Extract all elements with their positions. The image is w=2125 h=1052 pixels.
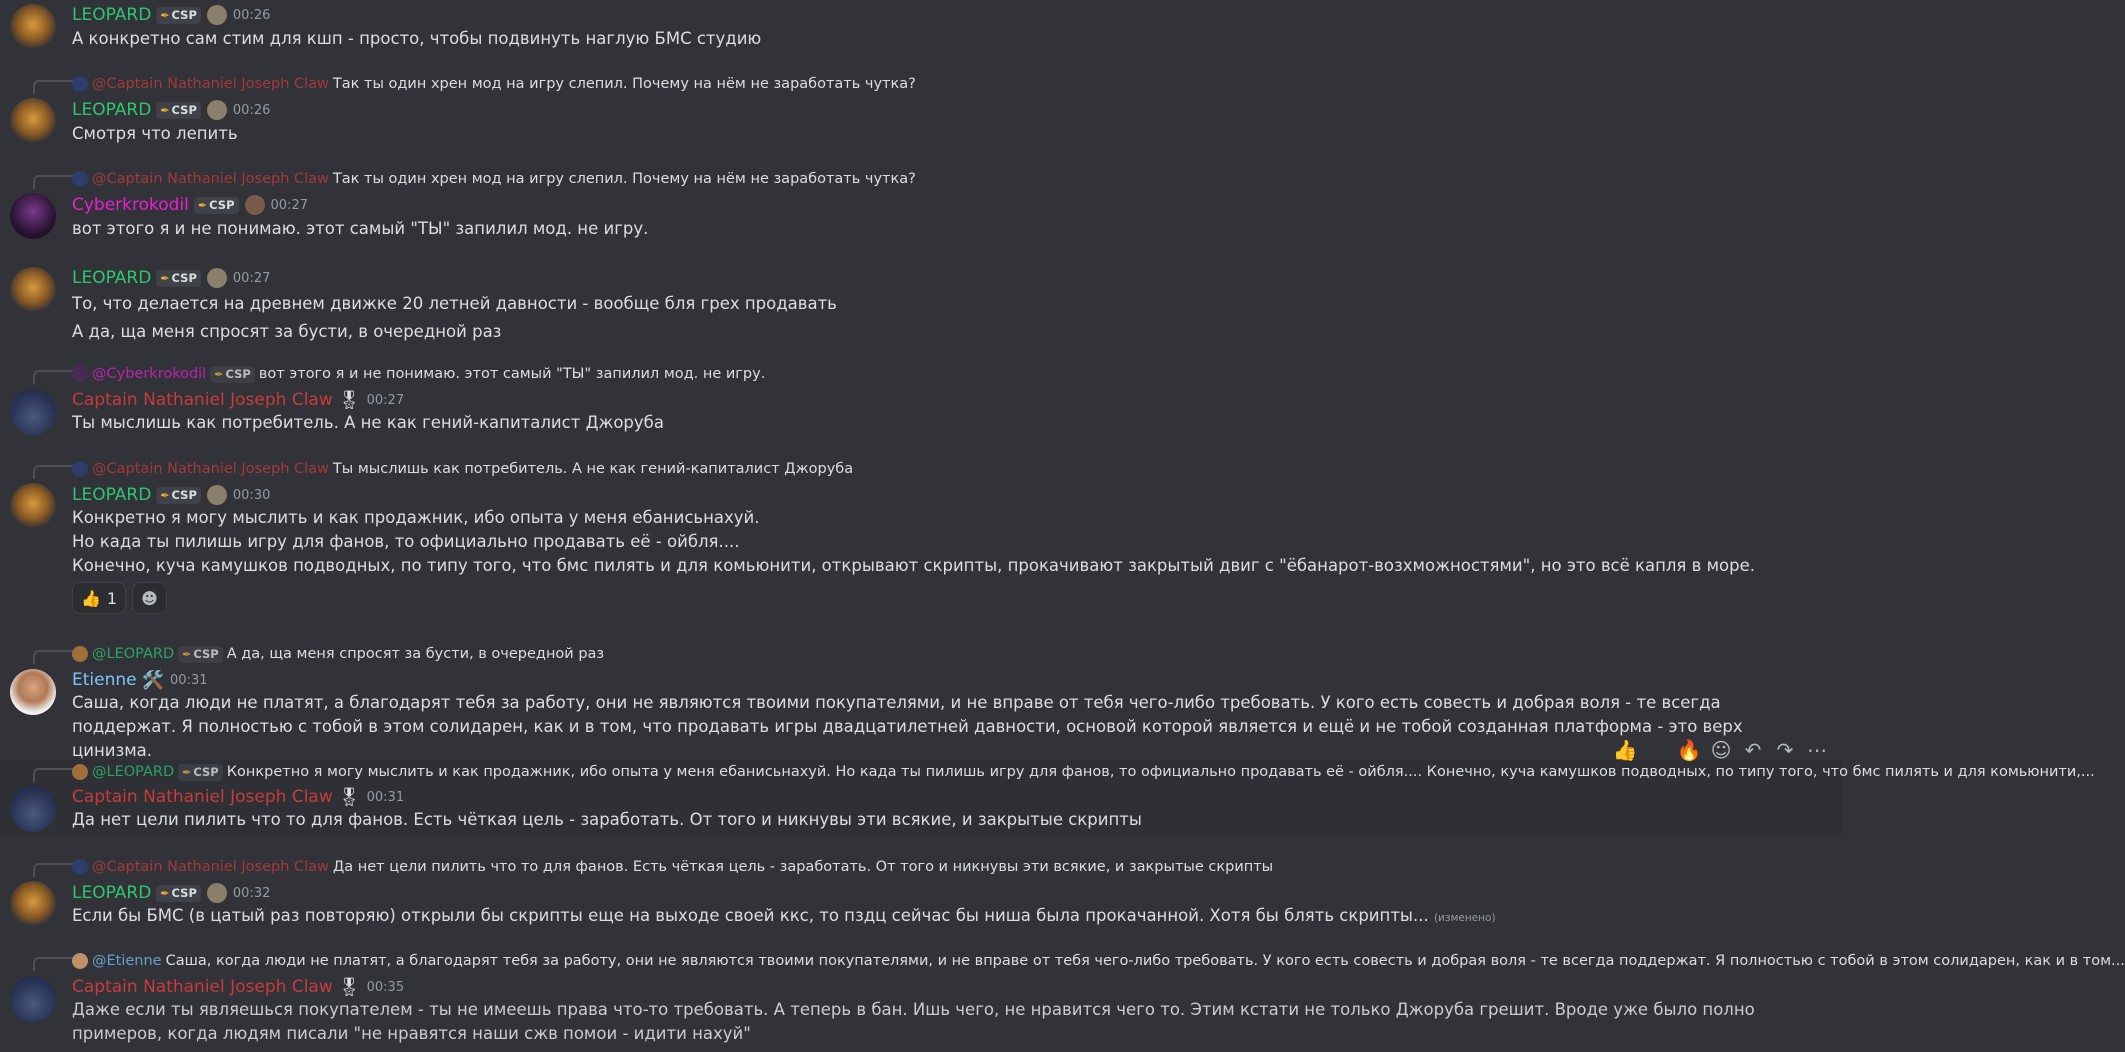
- message-text: Ты мыслишь как потребитель. А не как гений-капиталист Джоруба: [72, 413, 664, 432]
- message-text: А конкретно сам стим для кшп - просто, чтобы подвинуть наглую БМС студию: [72, 29, 762, 48]
- reply-preview[interactable]: [72, 364, 1834, 384]
- author-name[interactable]: LEOPARD: [72, 485, 152, 505]
- reply-avatar: [72, 461, 88, 477]
- reply-author[interactable]: @LEOPARD: [92, 646, 175, 662]
- timestamp: 00:27: [270, 197, 308, 213]
- reply-author[interactable]: @Cyberkrokodil: [92, 366, 207, 382]
- add-reaction-button[interactable]: [132, 582, 167, 614]
- message: [0, 856, 1842, 931]
- timestamp: 00:27: [232, 270, 271, 286]
- reply-preview[interactable]: [72, 169, 1834, 189]
- badge-icon: 🎖: [337, 976, 361, 998]
- message-text: Даже если ты являешься покупателем - ты не имеешь права что-то требовать. А теперь в бан. Ишь чего, не нравится чего то. Этим кстати не только Джоруба грешит. Вроде уже было полно примеров, когда людям писали "не нравятся наши сжв помои - идити нахуй": [72, 1000, 1755, 1043]
- message: [0, 0, 1842, 58]
- timestamp: 00:35: [366, 979, 405, 995]
- author-name[interactable]: LEOPARD: [72, 5, 152, 25]
- reply-connector: [33, 80, 73, 94]
- tag-icon: ✒: [214, 367, 224, 381]
- message-text: Саша, когда люди не платят, а благодарят тебя за работу, они не являются твоими покупателями, и не вправе от тебя чего-либо требовать. У кого есть совесть и добрая воля - те всегда поддержат. Я полностью с тобой в этом солидарен, как и в том, что продавать игры двадцатилетней давности, основой которой является и ещё и не тобой созданная платформа - это верх цинизма.: [72, 693, 1743, 760]
- avatar-leopard[interactable]: [10, 98, 56, 144]
- reply-text: А да, ща меня спросят за бусти, в очередной раз: [226, 646, 605, 662]
- server-tag: ✒ CSP: [194, 197, 239, 214]
- author-name[interactable]: LEOPARD: [72, 268, 152, 288]
- server-tag: ✒ CSP: [178, 646, 223, 663]
- avatar-leopard[interactable]: [10, 267, 56, 313]
- badge-icon: 🎖: [337, 786, 361, 808]
- reply-avatar: [72, 859, 88, 875]
- avatar-etienne[interactable]: [10, 669, 56, 715]
- timestamp: 00:27: [366, 392, 405, 408]
- thumbs-up-icon: 👍: [81, 588, 101, 608]
- message: [0, 363, 1842, 438]
- reply-avatar: [72, 953, 88, 969]
- reply-author[interactable]: @LEOPARD: [92, 764, 175, 780]
- server-tag: ✒ CSP: [156, 7, 201, 24]
- reply-avatar: [72, 646, 88, 662]
- tag-icon: ✒: [160, 488, 170, 502]
- forward-icon[interactable]: ↷: [1776, 738, 1794, 762]
- reply-connector: [33, 465, 73, 479]
- author-name[interactable]: LEOPARD: [72, 883, 152, 903]
- message-text: Конкретно я могу мыслить и как продажник, ибо опыта у меня ебанисьнахуй. Но када ты пилишь игру для фанов, то официально продавать её - ойбля.... Конечно, куча камушков подводных, по типу того, что бмс пилять и для комьюнити, открывают скрипты, прокачивают закрытый двиг с "ёбанарот-возхможностями", но это всё капля в море.: [72, 508, 1755, 575]
- message: [0, 264, 1842, 344]
- profile-badge-icon: [207, 485, 227, 505]
- timestamp: 00:26: [232, 102, 271, 118]
- reactions: [72, 582, 167, 614]
- message-actions-toolbar: [1606, 732, 1836, 768]
- message: [0, 74, 1842, 144]
- avatar-cyberkrokodil[interactable]: [10, 193, 56, 239]
- timestamp: 00:30: [232, 487, 271, 503]
- message-hovered[interactable]: [0, 760, 2095, 836]
- server-tag: ✒ CSP: [178, 764, 223, 781]
- reply-text: Конкретно я могу мыслить и как продажник, ибо опыта у меня ебанисьнахуй. Но када ты пилишь игру для фанов, то официально продавать её - ойбля.... Конечно, куча камушков подводных, по типу того, что бмс пилять и для комьюнити,...: [226, 764, 2095, 780]
- author-name[interactable]: Cyberkrokodil: [72, 195, 189, 215]
- tools-icon: 🛠️: [141, 669, 165, 691]
- avatar-captain[interactable]: [10, 976, 56, 1022]
- message: [0, 169, 1842, 239]
- reply-avatar: [72, 764, 88, 780]
- reply-connector: [33, 863, 73, 877]
- message-text: Смотря что лепить: [72, 124, 238, 143]
- more-icon[interactable]: ⋯: [1807, 738, 1827, 762]
- author-name[interactable]: Captain Nathaniel Joseph Claw: [72, 977, 333, 997]
- server-tag: ✒ CSP: [156, 487, 201, 504]
- reply-text: Да нет цели пилить что то для фанов. Есть чёткая цель - заработать. От того и никнувы эти всякие, и закрытые скрипты: [332, 859, 1274, 875]
- reply-author[interactable]: @Captain Nathaniel Joseph Claw: [92, 859, 329, 875]
- server-tag: ✒ CSP: [210, 366, 255, 383]
- reply-preview[interactable]: [72, 762, 2095, 782]
- reply-avatar: [72, 366, 88, 382]
- reply-text: Ты мыслишь как потребитель. А не как гений-капиталист Джоруба: [332, 461, 854, 477]
- avatar-captain[interactable]: [10, 389, 56, 435]
- reply-text: вот этого я и не понимаю. этот самый "ТЫ" запилил мод. не игру.: [258, 366, 766, 382]
- timestamp: 00:26: [232, 7, 271, 23]
- reply-connector: [33, 370, 73, 384]
- profile-badge-icon: [207, 268, 227, 288]
- server-tag: ✒ CSP: [156, 102, 201, 119]
- message: [0, 643, 1842, 760]
- avatar-captain[interactable]: [10, 786, 56, 832]
- tag-icon: ✒: [160, 886, 170, 900]
- author-name[interactable]: Etienne: [72, 670, 137, 690]
- timestamp: 00:31: [366, 789, 405, 805]
- reply-preview[interactable]: [72, 951, 2125, 971]
- crossed-icon[interactable]: ✖: [1648, 738, 1666, 762]
- profile-badge-icon: [207, 883, 227, 903]
- reply-text: Так ты один хрен мод на игру слепил. Почему на нём не заработать чутка?: [332, 171, 916, 187]
- timestamp: 00:32: [232, 885, 271, 901]
- message: [0, 950, 2125, 1052]
- reply-preview[interactable]: [72, 857, 1834, 877]
- reaction-thumbs-up[interactable]: 👍 1: [72, 582, 126, 614]
- server-tag: ✒ CSP: [156, 885, 201, 902]
- timestamp: 00:31: [170, 672, 208, 688]
- reply-avatar: [72, 76, 88, 92]
- message-text: Если бы БМС (в цатый раз повторяю) открыли бы скрипты еще на выходе своей ккс, то пздц сейчас бы ниша была прокачанной. Хотя бы блять скрипты... (изменено): [72, 906, 1496, 925]
- reply-preview[interactable]: [72, 459, 1834, 479]
- reply-text: Так ты один хрен мод на игру слепил. Почему на нём не заработать чутка?: [332, 76, 916, 92]
- reply-author[interactable]: @Captain Nathaniel Joseph Claw: [92, 171, 329, 187]
- avatar-leopard[interactable]: [10, 483, 56, 529]
- reply-connector: [33, 175, 73, 189]
- message-text: То, что делается на древнем движке 20 летней давности - вообще бля грех продавать А да, ща меня спросят за бусти, в очередной раз: [72, 294, 837, 341]
- reply-preview[interactable]: [72, 644, 1834, 664]
- reply-author[interactable]: @Etienne: [92, 953, 162, 969]
- reply-connector: [33, 768, 73, 782]
- tag-icon: ✒: [160, 271, 170, 285]
- author-name[interactable]: Captain Nathaniel Joseph Claw: [72, 787, 333, 807]
- profile-badge-icon: [245, 195, 265, 215]
- reply-icon[interactable]: ↶: [1744, 738, 1762, 762]
- add-reaction-icon: ☻: [141, 588, 158, 608]
- message-text: вот этого я и не понимаю. этот самый "ТЫ" запилил мод. не игру.: [72, 219, 649, 238]
- server-tag: ✒ CSP: [156, 270, 201, 287]
- message: [0, 458, 1842, 618]
- reply-avatar: [72, 171, 88, 187]
- author-name[interactable]: Captain Nathaniel Joseph Claw: [72, 390, 333, 410]
- author-name[interactable]: LEOPARD: [72, 100, 152, 120]
- tag-icon: ✒: [197, 198, 208, 212]
- reply-preview[interactable]: [72, 74, 1834, 94]
- avatar-leopard[interactable]: [10, 4, 56, 50]
- badge-icon: 🎖: [337, 389, 361, 411]
- tag-icon: ✒: [160, 8, 170, 22]
- reply-connector: [33, 957, 73, 971]
- tag-icon: ✒: [160, 103, 170, 117]
- reply-connector: [33, 650, 73, 664]
- tag-icon: ✒: [182, 647, 192, 661]
- add-reaction-icon[interactable]: ☺: [1710, 738, 1732, 762]
- reply-author[interactable]: @Captain Nathaniel Joseph Claw: [92, 461, 329, 477]
- thumbs-up-icon[interactable]: 👍: [1612, 738, 1638, 762]
- tag-icon: ✒: [182, 765, 192, 779]
- profile-badge-icon: [207, 100, 227, 120]
- edited-label: (изменено): [1433, 912, 1496, 924]
- reply-text: Саша, когда люди не платят, а благодарят тебя за работу, они не являются твоими покупателями, и не вправе от тебя чего-либо требовать. У кого есть совесть и добрая воля - те всегда поддержат. Я полностью с тобой в этом солидарен, как и в том...: [165, 953, 2125, 969]
- profile-badge-icon: [207, 5, 227, 25]
- avatar-leopard[interactable]: [10, 881, 56, 927]
- reply-author[interactable]: @Captain Nathaniel Joseph Claw: [92, 76, 329, 92]
- fire-icon[interactable]: 🔥: [1676, 738, 1702, 762]
- message-text: Да нет цели пилить что то для фанов. Есть чёткая цель - заработать. От того и никнувы эти всякие, и закрытые скрипты: [72, 810, 1142, 829]
